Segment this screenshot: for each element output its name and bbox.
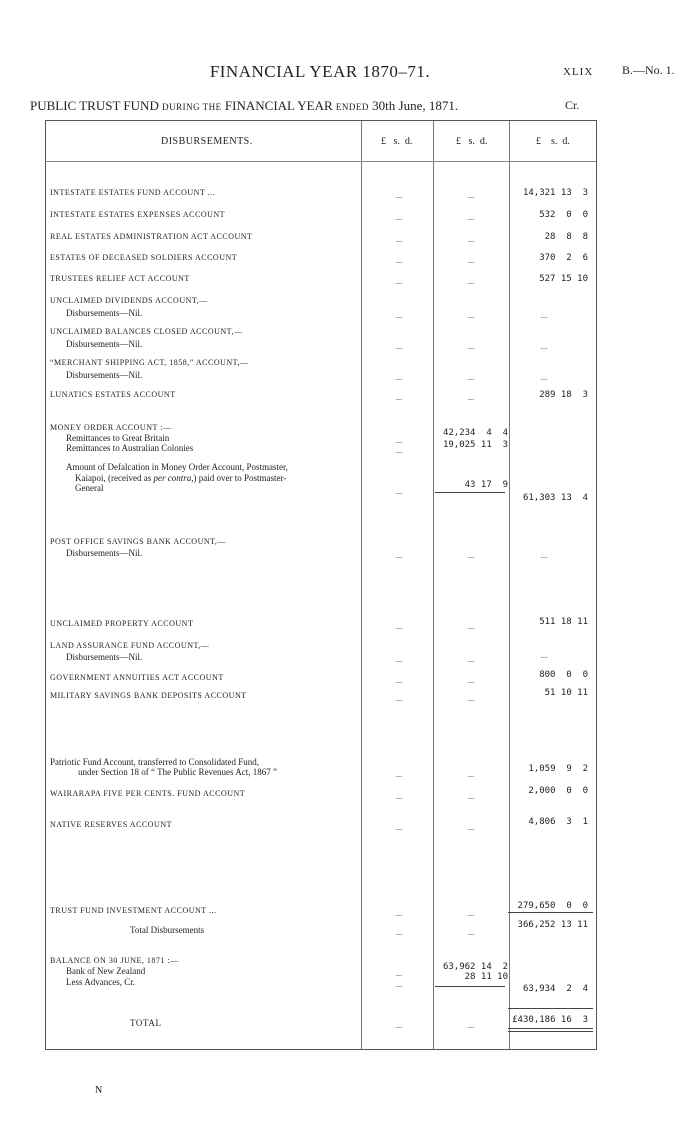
money-order-line-2: Remittances to Australian Colonies [66, 443, 194, 453]
ditto-marks: ... [467, 908, 475, 918]
defalcation-text-d2b: per contra, [153, 473, 194, 483]
subtitle-prefix: PUBLIC TRUST FUND [30, 98, 159, 113]
account-total-r5: 527 15 10 [539, 274, 588, 284]
ditto-marks: ... [467, 190, 475, 200]
defalcation-line-3: General [75, 483, 104, 493]
header-divider [46, 161, 596, 162]
nil-note-r8: Disbursements—Nil. [66, 370, 143, 380]
subtitle-mid: FINANCIAL YEAR [224, 98, 333, 113]
account-label-r8: “MERCHANT SHIPPING ACT, 1858,” ACCOUNT,— [50, 358, 249, 367]
account-total-r14: 2,000 0 0 [528, 786, 588, 796]
money-order-value-2: 19,025 11 3 [442, 440, 508, 450]
ditto-marks: ... [540, 310, 548, 320]
total-double-rule [508, 1031, 593, 1032]
ditto-marks: ... [395, 1020, 403, 1030]
ditto-marks: ... [395, 435, 403, 445]
ditto-marks: ... [467, 372, 475, 382]
money-order-value-1: 42,234 4 4 [442, 428, 508, 438]
account-total-r12: 800 0 0 [539, 670, 588, 680]
account-total-r9: 289 18 3 [539, 390, 588, 400]
ditto-marks: ... [467, 654, 475, 664]
defalcation-text-d2a: Kaiapoi, (received as [75, 473, 154, 483]
ditto-marks: ... [467, 392, 475, 402]
account-label-r11: LAND ASSURANCE FUND ACCOUNT,— [50, 641, 210, 650]
account-total-r2: 532 0 0 [539, 210, 588, 220]
account-label-r2: INTESTATE ESTATES EXPENSES ACCOUNT [50, 210, 226, 219]
account-label-r4: ESTATES OF DECEASED SOLDIERS ACCOUNT [50, 253, 238, 262]
ditto-marks: ... [395, 190, 403, 200]
credit-side-label: Cr. [565, 98, 580, 112]
subtotal-rule [435, 492, 505, 493]
patriotic-fund-line-2: under Section 18 of “ The Public Revenues Act, 1867 ” [78, 767, 278, 777]
ditto-marks: ... [395, 693, 403, 703]
account-label-posb: POST OFFICE SAVINGS BANK ACCOUNT,— [50, 537, 226, 546]
document-reference: B.—No. 1. [622, 63, 675, 77]
account-total-r13: 51 10 11 [544, 688, 588, 698]
column-header-amount-3: £ s. d. [536, 136, 570, 147]
ditto-marks: ... [540, 650, 548, 660]
ditto-marks: ... [395, 445, 403, 455]
ditto-marks: ... [395, 675, 403, 685]
ditto-marks: ... [395, 212, 403, 222]
column-header-amount-2: £ s. d. [456, 136, 488, 147]
balance-line-1: Bank of New Zealand [66, 966, 146, 976]
ditto-marks: ... [467, 693, 475, 703]
total-disbursements-value: 366,252 13 11 [517, 920, 588, 930]
account-label-r14: WAIRARAPA FIVE PER CENTS. FUND ACCOUNT [50, 789, 246, 798]
patriotic-fund-total: 1,059 9 2 [528, 764, 588, 774]
total-double-rule [508, 1028, 593, 1029]
ditto-marks: ... [467, 927, 475, 937]
ditto-marks: ... [395, 654, 403, 664]
ditto-marks: ... [395, 372, 403, 382]
ditto-marks: ... [395, 550, 403, 560]
money-order-line-1: Remittances to Great Britain [66, 433, 170, 443]
ditto-marks: ... [540, 372, 548, 382]
ditto-marks: ... [467, 675, 475, 685]
signature-mark: N [95, 1085, 103, 1096]
account-label-r3: REAL ESTATES ADMINISTRATION ACT ACCOUNT [50, 232, 253, 241]
total-rule [508, 912, 593, 913]
column-divider [361, 121, 362, 1049]
subtitle-during: DURING THE [162, 102, 222, 112]
ditto-marks: ... [395, 822, 403, 832]
ditto-marks: ... [467, 1020, 475, 1030]
account-label-r6: UNCLAIMED DIVIDENDS ACCOUNT,— [50, 296, 208, 305]
page-title: FINANCIAL YEAR 1870–71. [209, 62, 431, 81]
defalcation-text-d2c: ) paid over to Postmaster- [193, 473, 287, 483]
account-label-r9: LUNATICS ESTATES ACCOUNT [50, 390, 176, 399]
subtotal-rule [435, 986, 505, 987]
grand-total-value: £430,186 16 3 [512, 1015, 588, 1025]
ditto-marks: ... [467, 822, 475, 832]
nil-note-r7: Disbursements—Nil. [66, 339, 143, 349]
ditto-marks: ... [395, 769, 403, 779]
ditto-marks: ... [395, 276, 403, 286]
ditto-marks: ... [395, 979, 403, 989]
ditto-marks: ... [467, 212, 475, 222]
total-rule [508, 1008, 593, 1009]
ditto-marks: ... [467, 276, 475, 286]
nil-note-r11: Disbursements—Nil. [66, 652, 143, 662]
nil-note-r6: Disbursements—Nil. [66, 308, 143, 318]
statement-subtitle [30, 98, 458, 114]
column-divider [433, 121, 434, 1049]
total-disbursements-label: Total Disbursements [130, 925, 205, 935]
account-label-r12: GOVERNMENT ANNUITIES ACT ACCOUNT [50, 673, 224, 682]
grand-total-label: TOTAL [130, 1018, 162, 1028]
ditto-marks: ... [395, 255, 403, 265]
account-label-r15: NATIVE RESERVES ACCOUNT [50, 820, 172, 829]
account-total-r15: 4,806 3 1 [528, 817, 588, 827]
ditto-marks: ... [467, 791, 475, 801]
patriotic-fund-line-1: Patriotic Fund Account, transferred to Consolidated Fund, [50, 757, 259, 767]
subtitle-ended: ENDED [335, 102, 369, 112]
nil-note-posb: Disbursements—Nil. [66, 548, 143, 558]
account-total-r10: 511 18 11 [539, 617, 588, 627]
ditto-marks: ... [395, 927, 403, 937]
account-total-r16: 279,650 0 0 [517, 901, 588, 911]
account-total-r3: 28 8 8 [544, 232, 588, 242]
account-label-r5: TRUSTEES RELIEF ACT ACCOUNT [50, 274, 190, 283]
ditto-marks: ... [395, 908, 403, 918]
ditto-marks: ... [395, 341, 403, 351]
ditto-marks: ... [395, 486, 403, 496]
subtitle-date: 30th June, 1871. [372, 98, 459, 113]
defalcation-line-1: Amount of Defalcation in Money Order Account, Postmaster, [66, 462, 288, 472]
account-label-r1: INTESTATE ESTATES FUND ACCOUNT ... [50, 188, 216, 197]
ditto-marks: ... [395, 310, 403, 320]
account-label-r10: UNCLAIMED PROPERTY ACCOUNT [50, 619, 194, 628]
money-order-total: 61,303 13 4 [522, 493, 588, 503]
defalcation-value: 43 17 9 [464, 480, 508, 490]
column-divider [509, 121, 510, 1049]
ditto-marks: ... [395, 234, 403, 244]
balance-total: 63,934 2 4 [522, 984, 588, 994]
balance-label: BALANCE ON 30 JUNE, 1871 :— [50, 956, 179, 965]
ditto-marks: ... [467, 234, 475, 244]
ditto-marks: ... [395, 791, 403, 801]
ditto-marks: ... [467, 769, 475, 779]
column-header-disbursements: DISBURSEMENTS. [161, 136, 253, 147]
ditto-marks: ... [540, 341, 548, 351]
column-header-amount-1: £ s. d. [381, 136, 413, 147]
balance-line-2: Less Advances, Cr. [66, 977, 135, 987]
ditto-marks: ... [467, 341, 475, 351]
ditto-marks: ... [467, 310, 475, 320]
ditto-marks: ... [540, 550, 548, 560]
account-total-r4: 370 2 6 [539, 253, 588, 263]
balance-value-2: 28 11 10 [464, 972, 508, 982]
ditto-marks: ... [467, 621, 475, 631]
account-total-r1: 14,321 13 3 [522, 188, 588, 198]
page-number: XLIX [563, 66, 594, 78]
balance-value-1: 63,962 14 2 [442, 962, 508, 972]
ditto-marks: ... [395, 392, 403, 402]
ditto-marks: ... [467, 550, 475, 560]
ditto-marks: ... [395, 621, 403, 631]
account-label-r13: MILITARY SAVINGS BANK DEPOSITS ACCOUNT [50, 691, 247, 700]
ditto-marks: ... [467, 255, 475, 265]
account-label-r7: UNCLAIMED BALANCES CLOSED ACCOUNT,— [50, 327, 243, 336]
account-label-r16: TRUST FUND INVESTMENT ACCOUNT ... [50, 906, 217, 915]
account-label-money-order: MONEY ORDER ACCOUNT :— [50, 423, 172, 432]
ditto-marks: ... [395, 968, 403, 978]
defalcation-line-2 [75, 473, 286, 483]
